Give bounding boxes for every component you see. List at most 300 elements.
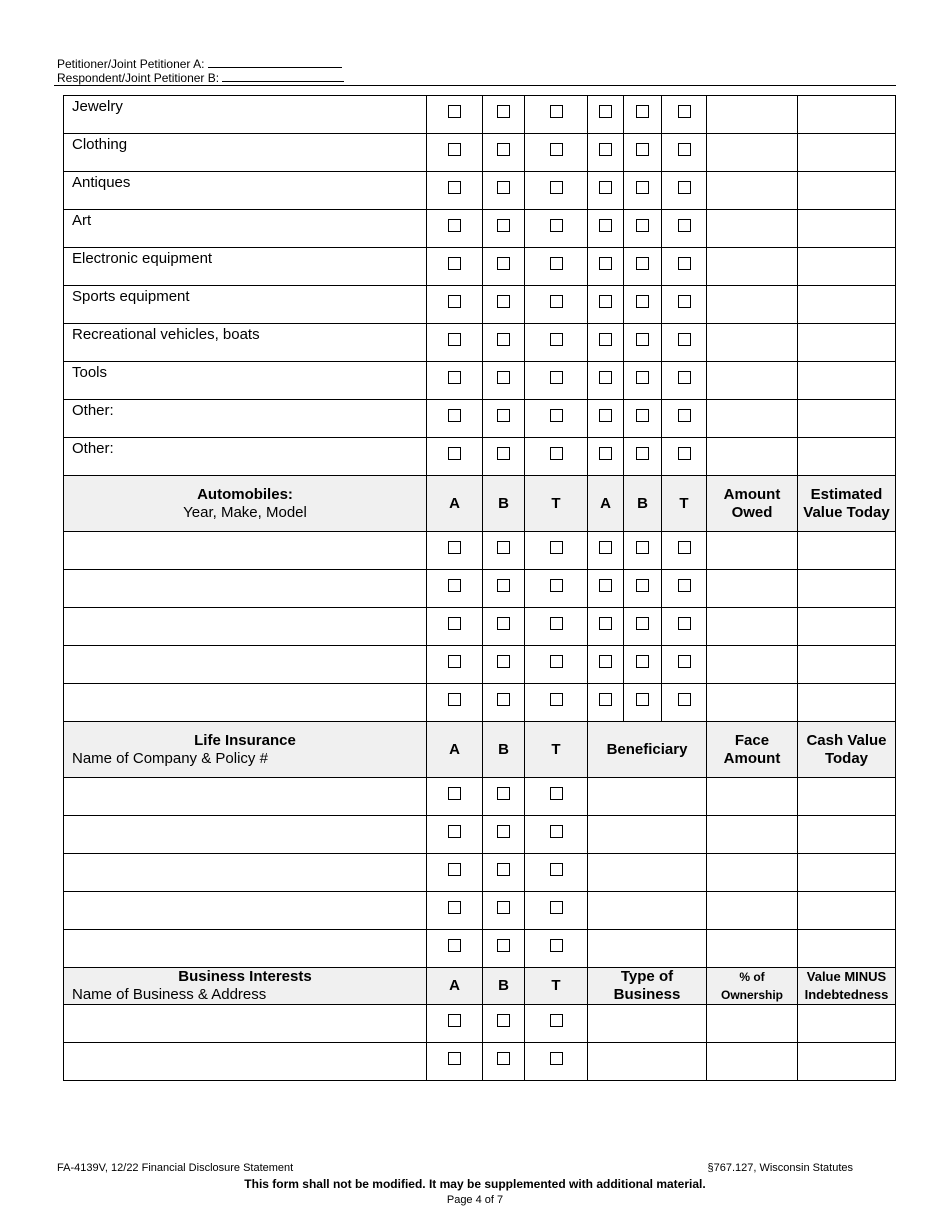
- item-b-checkbox[interactable]: [497, 447, 510, 460]
- face-amount-field[interactable]: [707, 892, 798, 930]
- item-label: Jewelry: [72, 98, 123, 115]
- cash-value-header: Cash Value Today: [798, 722, 896, 778]
- life-t-cell: [525, 778, 588, 816]
- item-t2-checkbox[interactable]: [678, 333, 691, 346]
- automobile-description-field[interactable]: [64, 570, 427, 608]
- item-a2-cell: [588, 248, 624, 286]
- life-a-cell: [427, 816, 483, 854]
- item-b2-checkbox[interactable]: [636, 143, 649, 156]
- item-a-cell: [427, 286, 483, 324]
- amount-owed-field[interactable]: [707, 172, 798, 210]
- petitioner-a-field[interactable]: [208, 57, 342, 68]
- value-today-field[interactable]: [798, 324, 896, 362]
- respondent-b-field[interactable]: [222, 71, 344, 82]
- face-amount-field[interactable]: [707, 816, 798, 854]
- auto-a-checkbox[interactable]: [448, 541, 461, 554]
- business-name-field[interactable]: [64, 1043, 427, 1081]
- auto-amount-owed-field[interactable]: [707, 570, 798, 608]
- item-a2-cell: [588, 438, 624, 476]
- item-t2-checkbox[interactable]: [678, 371, 691, 384]
- auto-col-t2: T: [662, 476, 707, 532]
- item-a2-checkbox[interactable]: [599, 143, 612, 156]
- item-t2-cell: [662, 400, 707, 438]
- item-t2-checkbox[interactable]: [678, 105, 691, 118]
- value-today-field[interactable]: [798, 438, 896, 476]
- item-a-cell: [427, 248, 483, 286]
- automobile-row: [64, 570, 896, 608]
- item-t-checkbox[interactable]: [550, 295, 563, 308]
- auto-a2-cell: [588, 646, 624, 684]
- life-t-checkbox[interactable]: [550, 901, 563, 914]
- item-b2-checkbox[interactable]: [636, 295, 649, 308]
- biz-a-cell: [427, 1005, 483, 1043]
- auto-a2-checkbox[interactable]: [599, 541, 612, 554]
- life-b-cell: [483, 892, 525, 930]
- item-a2-checkbox[interactable]: [599, 371, 612, 384]
- item-a2-checkbox[interactable]: [599, 257, 612, 270]
- auto-b2-checkbox[interactable]: [636, 693, 649, 706]
- item-a2-checkbox[interactable]: [599, 409, 612, 422]
- automobile-description-field[interactable]: [64, 646, 427, 684]
- auto-b-checkbox[interactable]: [497, 541, 510, 554]
- auto-t2-checkbox[interactable]: [678, 617, 691, 630]
- biz-b-cell: [483, 1043, 525, 1081]
- life-t-checkbox[interactable]: [550, 825, 563, 838]
- item-label-cell: [64, 400, 427, 438]
- item-t-cell: [525, 362, 588, 400]
- item-a-checkbox[interactable]: [448, 219, 461, 232]
- auto-value-field[interactable]: [798, 608, 896, 646]
- item-label-cell: [64, 324, 427, 362]
- item-b-checkbox[interactable]: [497, 333, 510, 346]
- beneficiary-field[interactable]: [588, 778, 707, 816]
- value-today-field[interactable]: [798, 172, 896, 210]
- face-amount-header: Face Amount: [707, 722, 798, 778]
- biz-t-cell: [525, 1005, 588, 1043]
- auto-col-t: T: [525, 476, 588, 532]
- face-amount-field[interactable]: [707, 778, 798, 816]
- auto-t-cell: [525, 532, 588, 570]
- auto-t-cell: [525, 570, 588, 608]
- auto-a-checkbox[interactable]: [448, 579, 461, 592]
- auto-b-checkbox[interactable]: [497, 617, 510, 630]
- auto-amount-owed-field[interactable]: [707, 684, 798, 722]
- life-insurance-body: [64, 778, 896, 968]
- value-today-field[interactable]: [798, 134, 896, 172]
- item-b2-checkbox[interactable]: [636, 181, 649, 194]
- automobiles-header-row: [64, 476, 896, 532]
- item-label-cell: [64, 210, 427, 248]
- auto-t2-cell: [662, 570, 707, 608]
- auto-b2-cell: [624, 608, 662, 646]
- item-a2-cell: [588, 134, 624, 172]
- item-t-checkbox[interactable]: [550, 409, 563, 422]
- life-insurance-row: [64, 892, 896, 930]
- auto-b2-checkbox[interactable]: [636, 617, 649, 630]
- cash-value-field[interactable]: [798, 816, 896, 854]
- life-t-checkbox[interactable]: [550, 863, 563, 876]
- auto-b-checkbox[interactable]: [497, 693, 510, 706]
- property-item-row: [64, 438, 896, 476]
- value-minus-field[interactable]: [798, 1005, 896, 1043]
- amount-owed-field[interactable]: [707, 400, 798, 438]
- value-today-field[interactable]: [798, 210, 896, 248]
- automobile-row: [64, 532, 896, 570]
- auto-t-checkbox[interactable]: [550, 693, 563, 706]
- life-insurance-row: [64, 854, 896, 892]
- biz-b-checkbox[interactable]: [497, 1052, 510, 1065]
- item-a-checkbox[interactable]: [448, 257, 461, 270]
- item-t2-checkbox[interactable]: [678, 143, 691, 156]
- life-b-cell: [483, 930, 525, 968]
- biz-b-cell: [483, 1005, 525, 1043]
- beneficiary-field[interactable]: [588, 816, 707, 854]
- item-b-checkbox[interactable]: [497, 295, 510, 308]
- biz-col-a: A: [427, 968, 483, 1005]
- item-b-cell: [483, 96, 525, 134]
- auto-t2-checkbox[interactable]: [678, 693, 691, 706]
- auto-value-field[interactable]: [798, 570, 896, 608]
- amount-owed-field[interactable]: [707, 438, 798, 476]
- item-a-cell: [427, 400, 483, 438]
- property-item-row: [64, 134, 896, 172]
- cash-value-field[interactable]: [798, 930, 896, 968]
- auto-col-b2: B: [624, 476, 662, 532]
- biz-a-cell: [427, 1043, 483, 1081]
- auto-value-field[interactable]: [798, 684, 896, 722]
- item-t-cell: [525, 438, 588, 476]
- estimated-value-header: Estimated Value Today: [798, 476, 896, 532]
- item-b-checkbox[interactable]: [497, 219, 510, 232]
- item-t2-cell: [662, 210, 707, 248]
- auto-b-cell: [483, 570, 525, 608]
- life-a-checkbox[interactable]: [448, 901, 461, 914]
- ownership-field[interactable]: [707, 1043, 798, 1081]
- auto-t-checkbox[interactable]: [550, 617, 563, 630]
- auto-b-checkbox[interactable]: [497, 579, 510, 592]
- petitioner-a-label: Petitioner/Joint Petitioner A:: [57, 57, 205, 71]
- item-b2-cell: [624, 438, 662, 476]
- item-label-cell: [64, 134, 427, 172]
- life-b-checkbox[interactable]: [497, 939, 510, 952]
- item-b-checkbox[interactable]: [497, 105, 510, 118]
- business-row: [64, 1043, 896, 1081]
- life-a-cell: [427, 930, 483, 968]
- cash-value-field[interactable]: [798, 778, 896, 816]
- item-a2-checkbox[interactable]: [599, 219, 612, 232]
- life-t-cell: [525, 892, 588, 930]
- cash-value-field[interactable]: [798, 854, 896, 892]
- amount-owed-field[interactable]: [707, 134, 798, 172]
- automobile-row: [64, 684, 896, 722]
- item-a2-cell: [588, 400, 624, 438]
- item-b2-cell: [624, 96, 662, 134]
- automobiles-title: Automobiles:: [197, 485, 293, 503]
- auto-a2-cell: [588, 608, 624, 646]
- item-b-checkbox[interactable]: [497, 143, 510, 156]
- auto-t2-checkbox[interactable]: [678, 579, 691, 592]
- auto-t2-checkbox[interactable]: [678, 655, 691, 668]
- item-b-cell: [483, 324, 525, 362]
- item-a-checkbox[interactable]: [448, 181, 461, 194]
- item-t-checkbox[interactable]: [550, 257, 563, 270]
- ownership-field[interactable]: [707, 1005, 798, 1043]
- item-a-cell: [427, 96, 483, 134]
- beneficiary-field[interactable]: [588, 892, 707, 930]
- item-t-checkbox[interactable]: [550, 447, 563, 460]
- auto-t-checkbox[interactable]: [550, 541, 563, 554]
- item-a2-cell: [588, 324, 624, 362]
- property-item-row: [64, 172, 896, 210]
- life-t-checkbox[interactable]: [550, 787, 563, 800]
- auto-a-cell: [427, 532, 483, 570]
- item-b2-cell: [624, 400, 662, 438]
- auto-a-cell: [427, 646, 483, 684]
- item-a2-checkbox[interactable]: [599, 181, 612, 194]
- cash-value-field[interactable]: [798, 892, 896, 930]
- policy-name-field[interactable]: [64, 854, 427, 892]
- policy-name-field[interactable]: [64, 816, 427, 854]
- item-t2-checkbox[interactable]: [678, 295, 691, 308]
- item-label: Tools: [72, 364, 108, 381]
- item-t-cell: [525, 96, 588, 134]
- life-a-cell: [427, 778, 483, 816]
- biz-col-t: T: [525, 968, 588, 1005]
- type-of-business-field[interactable]: [588, 1043, 707, 1081]
- auto-a-cell: [427, 684, 483, 722]
- auto-amount-owed-field[interactable]: [707, 608, 798, 646]
- item-a-checkbox[interactable]: [448, 105, 461, 118]
- item-t2-checkbox[interactable]: [678, 447, 691, 460]
- item-a2-cell: [588, 96, 624, 134]
- biz-b-checkbox[interactable]: [497, 1014, 510, 1027]
- life-col-a: A: [427, 722, 483, 778]
- item-t-checkbox[interactable]: [550, 105, 563, 118]
- item-label: Antiques: [72, 174, 131, 191]
- item-a-cell: [427, 438, 483, 476]
- policy-name-field[interactable]: [64, 892, 427, 930]
- statute-ref: §767.127, Wisconsin Statutes: [707, 1162, 853, 1174]
- life-b-checkbox[interactable]: [497, 787, 510, 800]
- type-of-business-header: Type of Business: [588, 968, 707, 1005]
- item-a-cell: [427, 210, 483, 248]
- item-b-cell: [483, 248, 525, 286]
- life-b-cell: [483, 816, 525, 854]
- item-t2-checkbox[interactable]: [678, 409, 691, 422]
- item-b2-checkbox[interactable]: [636, 409, 649, 422]
- auto-a-checkbox[interactable]: [448, 655, 461, 668]
- item-t2-cell: [662, 362, 707, 400]
- property-item-row: [64, 400, 896, 438]
- business-name-field[interactable]: [64, 1005, 427, 1043]
- business-title: Business Interests: [178, 968, 312, 985]
- item-t-checkbox[interactable]: [550, 333, 563, 346]
- biz-t-checkbox[interactable]: [550, 1052, 563, 1065]
- auto-t-checkbox[interactable]: [550, 655, 563, 668]
- life-a-checkbox[interactable]: [448, 825, 461, 838]
- amount-owed-field[interactable]: [707, 96, 798, 134]
- auto-a-checkbox[interactable]: [448, 617, 461, 630]
- automobile-row: [64, 646, 896, 684]
- auto-value-field[interactable]: [798, 646, 896, 684]
- auto-b-checkbox[interactable]: [497, 655, 510, 668]
- automobile-description-field[interactable]: [64, 608, 427, 646]
- life-b-checkbox[interactable]: [497, 863, 510, 876]
- life-a-checkbox[interactable]: [448, 863, 461, 876]
- item-a2-cell: [588, 362, 624, 400]
- beneficiary-field[interactable]: [588, 854, 707, 892]
- life-col-b: B: [483, 722, 525, 778]
- property-item-row: [64, 210, 896, 248]
- auto-t-checkbox[interactable]: [550, 579, 563, 592]
- auto-a2-checkbox[interactable]: [599, 655, 612, 668]
- auto-col-a2: A: [588, 476, 624, 532]
- item-b-checkbox[interactable]: [497, 257, 510, 270]
- item-label: Sports equipment: [72, 288, 190, 305]
- type-of-business-field[interactable]: [588, 1005, 707, 1043]
- auto-b2-cell: [624, 684, 662, 722]
- item-t2-cell: [662, 96, 707, 134]
- auto-a2-checkbox[interactable]: [599, 617, 612, 630]
- auto-amount-owed-field[interactable]: [707, 646, 798, 684]
- business-body: [64, 1005, 896, 1081]
- item-b2-checkbox[interactable]: [636, 371, 649, 384]
- item-b2-checkbox[interactable]: [636, 219, 649, 232]
- auto-b2-cell: [624, 570, 662, 608]
- item-t-checkbox[interactable]: [550, 371, 563, 384]
- item-t-cell: [525, 134, 588, 172]
- value-today-field[interactable]: [798, 362, 896, 400]
- auto-a2-cell: [588, 684, 624, 722]
- item-b-cell: [483, 210, 525, 248]
- item-a2-checkbox[interactable]: [599, 105, 612, 118]
- life-a-cell: [427, 892, 483, 930]
- item-t-checkbox[interactable]: [550, 219, 563, 232]
- automobiles-body: [64, 532, 896, 722]
- item-t2-checkbox[interactable]: [678, 181, 691, 194]
- amount-owed-field[interactable]: [707, 210, 798, 248]
- item-a-checkbox[interactable]: [448, 447, 461, 460]
- amount-owed-field[interactable]: [707, 286, 798, 324]
- automobile-row: [64, 608, 896, 646]
- auto-a2-checkbox[interactable]: [599, 579, 612, 592]
- item-a2-checkbox[interactable]: [599, 447, 612, 460]
- beneficiary-field[interactable]: [588, 930, 707, 968]
- life-a-checkbox[interactable]: [448, 787, 461, 800]
- life-insurance-header-row: [64, 722, 896, 778]
- item-b-cell: [483, 400, 525, 438]
- value-today-field[interactable]: [798, 286, 896, 324]
- item-a2-checkbox[interactable]: [599, 295, 612, 308]
- auto-value-field[interactable]: [798, 532, 896, 570]
- biz-a-checkbox[interactable]: [448, 1052, 461, 1065]
- item-b-checkbox[interactable]: [497, 371, 510, 384]
- life-b-cell: [483, 778, 525, 816]
- item-t-checkbox[interactable]: [550, 143, 563, 156]
- form-notice: This form shall not be modified. It may be supplemented with additional material.: [244, 1177, 706, 1191]
- item-label-cell: [64, 248, 427, 286]
- value-today-field[interactable]: [798, 96, 896, 134]
- item-t2-cell: [662, 324, 707, 362]
- life-b-checkbox[interactable]: [497, 901, 510, 914]
- item-b-cell: [483, 362, 525, 400]
- item-label: Art: [72, 212, 92, 229]
- auto-t2-checkbox[interactable]: [678, 541, 691, 554]
- item-label-cell: [64, 172, 427, 210]
- item-a-checkbox[interactable]: [448, 371, 461, 384]
- beneficiary-header: Beneficiary: [588, 722, 707, 778]
- item-b2-checkbox[interactable]: [636, 257, 649, 270]
- amount-owed-field[interactable]: [707, 324, 798, 362]
- auto-b2-checkbox[interactable]: [636, 655, 649, 668]
- item-a2-cell: [588, 210, 624, 248]
- life-b-checkbox[interactable]: [497, 825, 510, 838]
- item-t-checkbox[interactable]: [550, 181, 563, 194]
- item-a-checkbox[interactable]: [448, 143, 461, 156]
- item-a2-checkbox[interactable]: [599, 333, 612, 346]
- item-b2-checkbox[interactable]: [636, 333, 649, 346]
- automobile-description-field[interactable]: [64, 684, 427, 722]
- item-t2-checkbox[interactable]: [678, 219, 691, 232]
- header-divider: [54, 85, 896, 86]
- life-t-cell: [525, 854, 588, 892]
- life-a-checkbox[interactable]: [448, 939, 461, 952]
- biz-t-checkbox[interactable]: [550, 1014, 563, 1027]
- policy-name-field[interactable]: [64, 930, 427, 968]
- face-amount-field[interactable]: [707, 854, 798, 892]
- amount-owed-field[interactable]: [707, 248, 798, 286]
- item-label-cell: [64, 286, 427, 324]
- face-amount-field[interactable]: [707, 930, 798, 968]
- item-a-cell: [427, 134, 483, 172]
- item-b2-checkbox[interactable]: [636, 105, 649, 118]
- auto-col-b: B: [483, 476, 525, 532]
- life-insurance-subtitle: Name of Company & Policy #: [72, 749, 268, 767]
- auto-b2-checkbox[interactable]: [636, 541, 649, 554]
- item-t2-cell: [662, 134, 707, 172]
- biz-a-checkbox[interactable]: [448, 1014, 461, 1027]
- value-today-field[interactable]: [798, 248, 896, 286]
- item-t2-checkbox[interactable]: [678, 257, 691, 270]
- item-b-cell: [483, 438, 525, 476]
- auto-amount-owed-field[interactable]: [707, 532, 798, 570]
- amount-owed-field[interactable]: [707, 362, 798, 400]
- auto-b-cell: [483, 684, 525, 722]
- item-label-cell: [64, 96, 427, 134]
- item-b2-checkbox[interactable]: [636, 447, 649, 460]
- auto-a2-checkbox[interactable]: [599, 693, 612, 706]
- value-today-field[interactable]: [798, 400, 896, 438]
- item-a-checkbox[interactable]: [448, 295, 461, 308]
- property-item-row: [64, 286, 896, 324]
- item-b2-cell: [624, 134, 662, 172]
- auto-b2-checkbox[interactable]: [636, 579, 649, 592]
- auto-b-cell: [483, 646, 525, 684]
- item-a-checkbox[interactable]: [448, 333, 461, 346]
- item-b-checkbox[interactable]: [497, 181, 510, 194]
- automobile-description-field[interactable]: [64, 532, 427, 570]
- auto-a-cell: [427, 608, 483, 646]
- life-t-checkbox[interactable]: [550, 939, 563, 952]
- item-a-checkbox[interactable]: [448, 409, 461, 422]
- business-row: [64, 1005, 896, 1043]
- policy-name-field[interactable]: [64, 778, 427, 816]
- item-b-checkbox[interactable]: [497, 409, 510, 422]
- item-t-cell: [525, 210, 588, 248]
- value-minus-field[interactable]: [798, 1043, 896, 1081]
- item-a-cell: [427, 172, 483, 210]
- auto-a-checkbox[interactable]: [448, 693, 461, 706]
